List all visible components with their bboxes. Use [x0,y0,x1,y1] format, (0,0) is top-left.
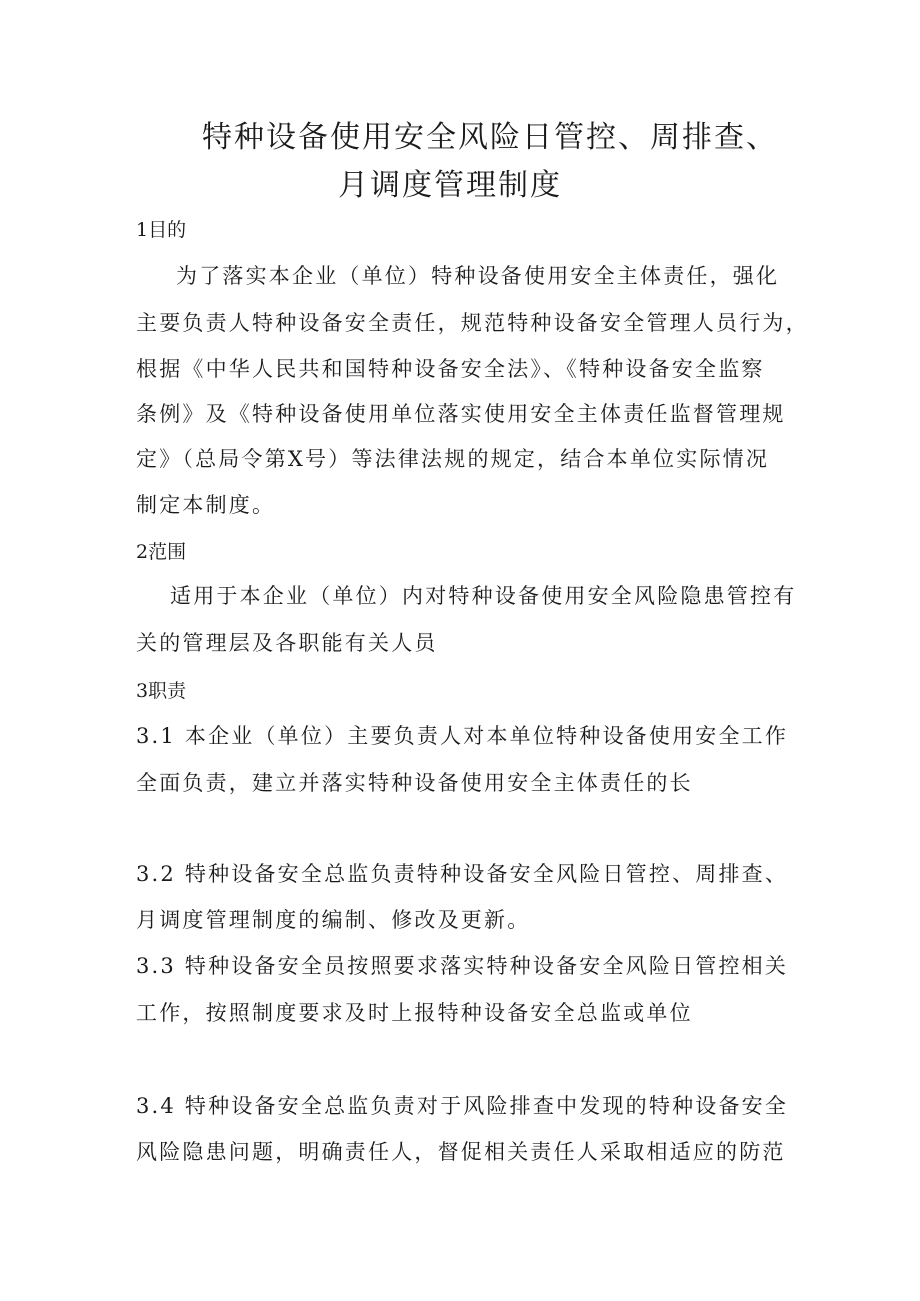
paragraph-line: 定》（总局令第X号）等法律法规的规定，结合本单位实际情况 [136,447,770,471]
section-heading-duties: 3职责 [136,680,187,702]
duty-item-line: 3.3 特种设备安全员按照要求落实特种设备安全风险日管控相关 [136,954,789,978]
duty-item-line: 月调度管理制度的编制、修改及更新。 [136,908,531,932]
section-heading-scope: 2范围 [136,541,187,563]
document-title-line-1: 特种设备使用安全风险日管控、周排查、 [202,120,778,155]
document-title-line-2: 月调度管理制度 [338,168,562,203]
paragraph-line: 为了落实本企业（单位）特种设备使用安全主体责任，强化 [176,264,780,288]
paragraph-line: 关的管理层及各职能有关人员 [136,631,438,655]
duty-item-line: 工作，按照制度要求及时上报特种设备安全总监或单位 [136,1001,693,1025]
duty-item-line: 全面负责，建立并落实特种设备使用安全主体责任的长 [136,771,693,795]
duty-item-line: 3.2 特种设备安全总监负责特种设备安全风险日管控、周排查、 [136,862,789,886]
paragraph-line: 条例》及《特种设备使用单位落实使用安全主体责任监督管理规 [136,402,786,426]
duty-item-line: 3.4 特种设备安全总监负责对于风险排查中发现的特种设备安全 [136,1094,789,1118]
section-heading-purpose: 1目的 [136,219,187,241]
duty-item-line: 风险隐患问题，明确责任人，督促相关责任人采取相适应的防范 [136,1140,786,1164]
paragraph-line: 制定本制度。 [136,493,276,517]
duty-item-line: 3.1 本企业（单位）主要负责人对本单位特种设备使用安全工作 [136,724,789,748]
paragraph-line: 主要负责人特种设备安全责任，规范特种设备安全管理人员行为， [136,311,809,335]
paragraph-line: 根据《中华人民共和国特种设备安全法》、《特种设备安全监察 [136,357,765,381]
paragraph-line: 适用于本企业（单位）内对特种设备使用安全风险隐患管控有 [170,584,797,608]
